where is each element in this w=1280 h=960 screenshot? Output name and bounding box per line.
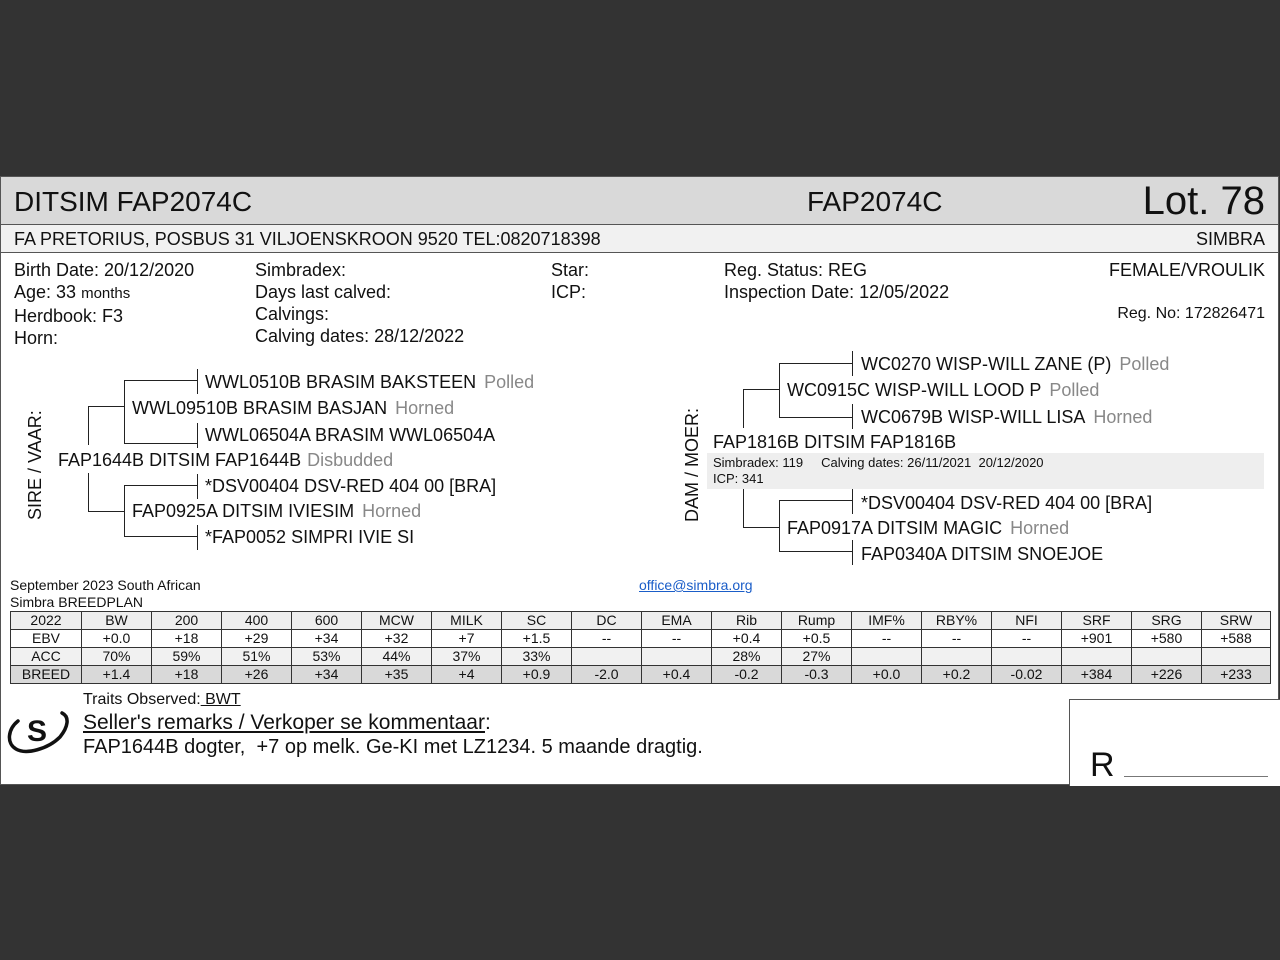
herdbook: Herdbook: F3 [14, 306, 124, 326]
lot-number: Lot. 78 [1142, 179, 1265, 223]
svg-text:S: S [26, 715, 48, 748]
table-cell: -- [572, 630, 642, 648]
animal-name: *DSV00404 DSV-RED 404 00 [BRA] [205, 476, 497, 496]
traits-value: BWT [200, 691, 241, 708]
table-cell: +1.5 [502, 630, 572, 648]
table-cell: BW [82, 612, 152, 630]
table-cell: -- [642, 630, 712, 648]
table-cell: MILK [432, 612, 502, 630]
table-cell: +26 [222, 666, 292, 684]
table-cell: +901 [1062, 630, 1132, 648]
table-cell: -0.2 [712, 666, 782, 684]
table-cell: +35 [362, 666, 432, 684]
animal-name: FAP1816B DITSIM FAP1816B [713, 432, 957, 452]
table-cell: DC [572, 612, 642, 630]
table-cell: +29 [222, 630, 292, 648]
owner-bar [1, 225, 1278, 253]
reg-status: Reg. Status: REG [724, 260, 868, 280]
table-cell: 600 [292, 612, 362, 630]
horn-status: Polled [484, 372, 535, 392]
table-cell: 70% [82, 648, 152, 666]
table-cell: +384 [1062, 666, 1132, 684]
remarks-text: FAP1644B dogter, +7 op melk. Ge-KI met LZ1234. 5 maande dragtig. [83, 736, 703, 758]
table-cell: ACC [11, 648, 82, 666]
breed-label: SIMBRA [1195, 229, 1265, 249]
icp: ICP: [551, 282, 587, 302]
days-last-calved: Days last calved: [255, 282, 392, 302]
table-cell: +0.2 [922, 666, 992, 684]
remarks-heading [83, 711, 491, 735]
ebv-table [10, 611, 1271, 684]
table-cell: -- [852, 630, 922, 648]
table-cell: +0.4 [642, 666, 712, 684]
price-box[interactable] [1069, 699, 1280, 786]
table-cell: 2022 [11, 612, 82, 630]
table-cell [572, 648, 642, 666]
reg-number: Reg. No: 172826471 [1117, 305, 1265, 322]
table-cell: 27% [782, 648, 852, 666]
simbradex: Simbradex: [255, 260, 347, 280]
table-cell: 51% [222, 648, 292, 666]
animal-name: FAP1644B DITSIM FAP1644B [58, 450, 302, 470]
table-cell: +226 [1132, 666, 1202, 684]
calvings: Calvings: [255, 304, 330, 324]
animal-name: WWL06504A BRASIM WWL06504A [205, 425, 496, 445]
horn-status: Polled [1049, 380, 1100, 400]
horn-status: Disbudded [307, 450, 394, 470]
dam-details-line1: Simbradex: 119 Calving dates: 26/11/2021 20/12/2020 [713, 455, 1044, 470]
traits-label: Traits Observed: [83, 691, 201, 708]
table-cell: 53% [292, 648, 362, 666]
remarks-heading-text: Seller's remarks / Verkoper se kommentaar [83, 711, 485, 734]
animal-name: WC0915C WISP-WILL LOOD P [787, 380, 1042, 400]
info-col-4 [724, 259, 949, 303]
animal-name: WC0270 WISP-WILL ZANE (P) [861, 354, 1112, 374]
table-cell: SRF [1062, 612, 1132, 630]
horn-status: Horned [1010, 518, 1070, 538]
table-cell: +588 [1202, 630, 1271, 648]
animal-name: WWL0510B BRASIM BAKSTEEN [205, 372, 477, 392]
table-cell: +0.5 [782, 630, 852, 648]
dam-label: DAM / MOER: [682, 407, 702, 522]
breed-avg-row [11, 666, 1271, 684]
table-cell: SC [502, 612, 572, 630]
table-cell: +0.4 [712, 630, 782, 648]
dam-dam [787, 518, 1069, 538]
table-cell: +0.0 [82, 630, 152, 648]
animal-name: FAP0917A DITSIM MAGIC [787, 518, 1003, 538]
animal-name: FAP0925A DITSIM IVIESIM [132, 501, 355, 521]
table-cell: IMF% [852, 612, 922, 630]
dam-dam-dam [861, 544, 1103, 564]
sire-sire-sire [205, 372, 534, 392]
table-cell: -- [992, 630, 1062, 648]
table-cell: +580 [1132, 630, 1202, 648]
age [14, 281, 194, 305]
age-unit: months [81, 285, 131, 302]
table-cell: Rib [712, 612, 782, 630]
animal-name: WC0679B WISP-WILL LISA [861, 407, 1086, 427]
sire-dam-sire [205, 476, 496, 496]
table-cell: +0.9 [502, 666, 572, 684]
table-cell: Rump [782, 612, 852, 630]
table-cell [1062, 648, 1132, 666]
dam-sire-dam [861, 407, 1152, 427]
table-cell: +7 [432, 630, 502, 648]
remarks-colon: : [484, 711, 491, 734]
sire-animal [58, 450, 393, 470]
table-cell: -- [922, 630, 992, 648]
table-cell: +233 [1202, 666, 1271, 684]
table-cell: +4 [432, 666, 502, 684]
email-link[interactable]: office@simbra.org [639, 577, 753, 593]
sire-label: SIRE / VAAR: [25, 410, 45, 520]
table-cell [642, 648, 712, 666]
table-cell: 400 [222, 612, 292, 630]
dam-dam-sire [861, 493, 1152, 513]
dam-details-line2: ICP: 341 [713, 471, 764, 486]
horn-status: Horn: [14, 328, 59, 348]
sire-dam [132, 501, 421, 521]
table-cell: 37% [432, 648, 502, 666]
table-cell [852, 648, 922, 666]
calving-dates: Calving dates: 28/12/2022 [255, 326, 465, 346]
horn-status: Polled [1119, 354, 1170, 374]
table-cell [1132, 648, 1202, 666]
table-cell: SRW [1202, 612, 1271, 630]
currency-label: R [1090, 746, 1115, 784]
table-cell: +18 [152, 630, 222, 648]
dam-sire-sire [861, 354, 1169, 374]
ebv-header-row [11, 612, 1271, 630]
lot-card [0, 176, 1279, 785]
table-cell: +34 [292, 630, 362, 648]
table-cell: RBY% [922, 612, 992, 630]
table-cell: 28% [712, 648, 782, 666]
info-col-3 [551, 259, 589, 303]
sire-dam-dam [205, 527, 414, 547]
animal-code: FAP2074C [807, 186, 943, 217]
dam-details [707, 453, 1264, 489]
info-col-2 [255, 259, 464, 347]
table-cell: -0.02 [992, 666, 1062, 684]
traits-observed [83, 691, 241, 709]
table-cell: 44% [362, 648, 432, 666]
table-cell: BREED [11, 666, 82, 684]
dam-animal [713, 432, 956, 452]
horn-status: Horned [1093, 407, 1153, 427]
table-cell: SRG [1132, 612, 1202, 630]
age-value: Age: 33 [14, 282, 77, 302]
table-cell: +34 [292, 666, 362, 684]
ebv-row [11, 630, 1271, 648]
table-cell: EBV [11, 630, 82, 648]
breedplan-title [10, 577, 201, 611]
animal-name: *FAP0052 SIMPRI IVIE SI [205, 527, 415, 547]
birth-date: Birth Date: 20/12/2020 [14, 260, 195, 280]
horn-status: Horned [362, 501, 422, 521]
info-col-1 [14, 259, 194, 349]
sire-sire-dam [205, 425, 495, 445]
sex: FEMALE/VROULIK [1108, 260, 1265, 280]
table-cell: -2.0 [572, 666, 642, 684]
animal-name: FAP0340A DITSIM SNOEJOE [861, 544, 1104, 564]
animal-name: WWL09510B BRASIM BASJAN [132, 398, 388, 418]
table-cell [922, 648, 992, 666]
table-cell: MCW [362, 612, 432, 630]
table-cell [1202, 648, 1271, 666]
title-bar [1, 177, 1278, 225]
animal-name: DITSIM FAP2074C [14, 186, 253, 217]
sire-sire [132, 398, 454, 418]
table-cell: +0.0 [852, 666, 922, 684]
table-cell: +18 [152, 666, 222, 684]
simbra-logo-icon [4, 703, 70, 755]
info-col-5 [1109, 259, 1265, 325]
breedplan-title-line2: Simbra BREEDPLAN [10, 594, 144, 610]
table-cell: 33% [502, 648, 572, 666]
table-cell: +1.4 [82, 666, 152, 684]
owner-details: FA PRETORIUS, POSBUS 31 VILJOENSKROON 9520 TEL:0820718398 [14, 229, 601, 249]
inspection-date: Inspection Date: 12/05/2022 [724, 282, 950, 302]
table-cell: -0.3 [782, 666, 852, 684]
horn-status: Horned [395, 398, 455, 418]
table-cell: +32 [362, 630, 432, 648]
table-cell: 200 [152, 612, 222, 630]
table-cell: 59% [152, 648, 222, 666]
star: Star: [551, 260, 590, 280]
table-cell: NFI [992, 612, 1062, 630]
table-cell [992, 648, 1062, 666]
breedplan-title-line1: September 2023 South African [10, 577, 201, 593]
table-cell: EMA [642, 612, 712, 630]
acc-row [11, 648, 1271, 666]
animal-name: *DSV00404 DSV-RED 404 00 [BRA] [861, 493, 1153, 513]
dam-sire [787, 380, 1099, 400]
price-input-line[interactable] [1124, 776, 1268, 777]
